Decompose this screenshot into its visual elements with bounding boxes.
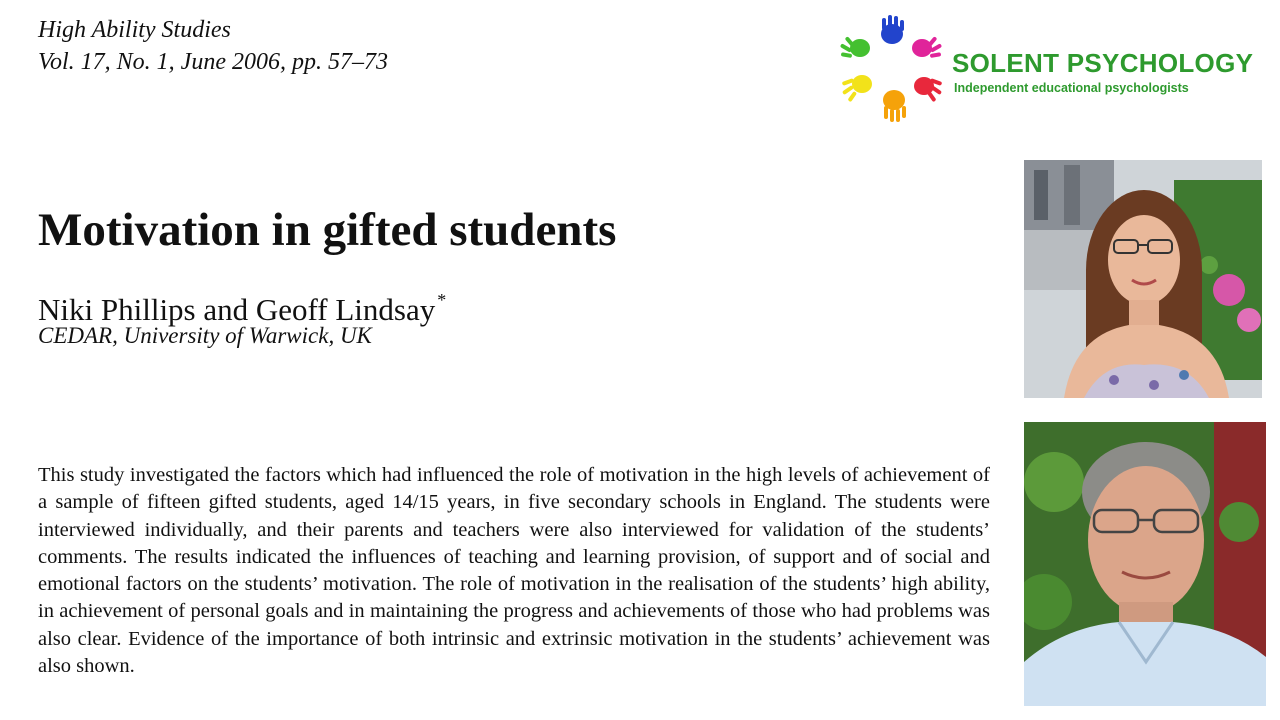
journal-name: High Ability Studies (38, 17, 231, 43)
paper-abstract: This study investigated the factors which had influenced the role of motivation in the high levels of achievement of a sample of fifteen gifted students, aged 14/15 years, in five secondary schools in England. The students were interviewed individually, and their parents and teachers were also interviewed for validation of the students’ comments. The results indicated the influences of teaching and learning provision, of support and of social and emotional factors on the students’ motivation. The role of motivation in the realisation of the students’ high ability, in achievement of personal goals and in maintaining the progress and achievements of those who had problems was also clear. Evidence of the importance of both intrinsic and extrinsic motivation in the students’ achievement was also shown. (38, 464, 990, 678)
logo-title: SOLENT PSYCHOLOGY (952, 48, 1254, 78)
author-photo-man (1024, 422, 1266, 706)
hands-icon (838, 14, 950, 124)
solent-psychology-logo (838, 14, 1268, 124)
logo-subtitle: Independent educational psychologists (954, 81, 1189, 95)
paper-affiliation: CEDAR, University of Warwick, UK (38, 323, 372, 348)
paper-title: Motivation in gifted students (38, 204, 617, 256)
author-names: Niki Phillips and Geoff Lindsay (38, 292, 436, 327)
journal-citation: Vol. 17, No. 1, June 2006, pp. 57–73 (38, 49, 388, 75)
author-footnote-mark: * (437, 290, 447, 310)
author-photo-woman (1024, 160, 1262, 398)
journal-header (38, 14, 388, 78)
